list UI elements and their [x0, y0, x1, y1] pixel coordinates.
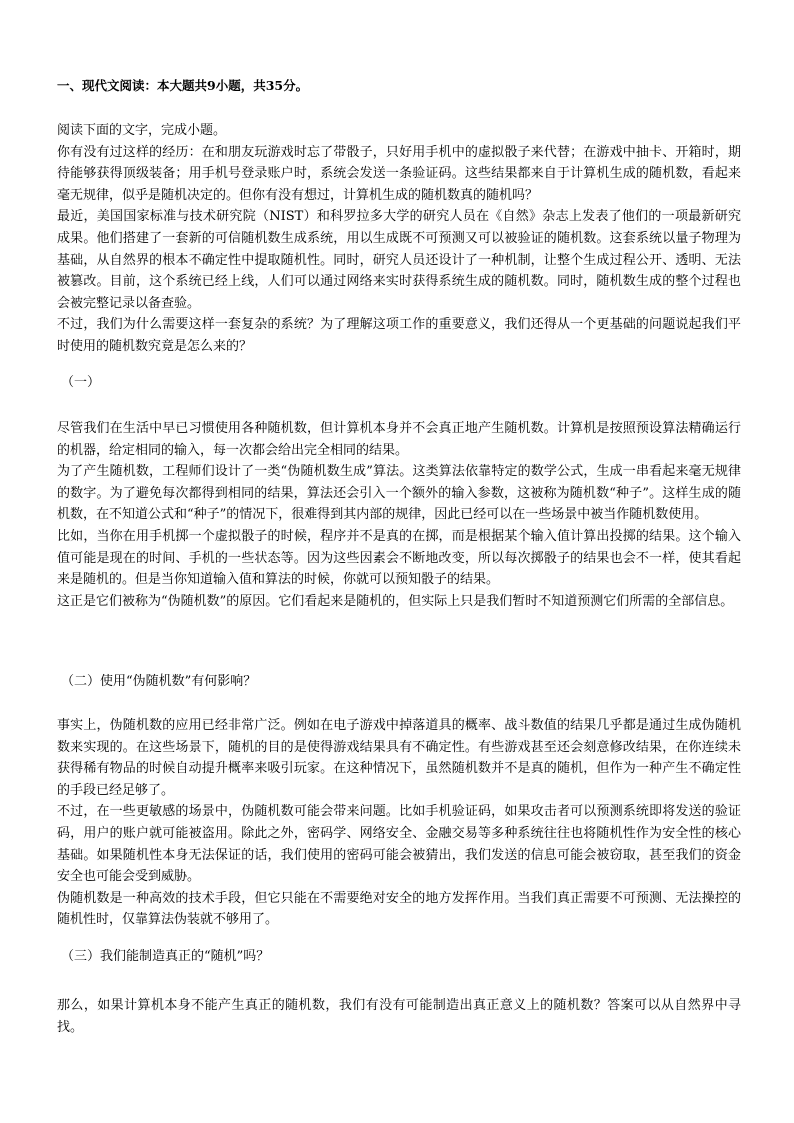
intro-paragraph: 你有没有过这样的经历：在和朋友玩游戏时忘了带骰子，只好用手机中的虚拟骰子来代替；在游戏中抽卡、开箱时，期待能够获得顶级装备；用手机号登录账户时，系统会发送一条验证码。这些结果都来自于计算机生成的随机数，看起来毫无规律，似乎是随机决定的。但你有没有想过，计算机生成的随机数真的随机吗？ [57, 144, 741, 203]
paragraph: 为了产生随机数，工程师们设计了一类“伪随机数生成”算法。这类算法依靠特定的数学公式，生成一串看起来毫无规律的数字。为了避免每次都得到相同的结果，算法还会引入一个额外的输入参数，这被称为随机数“种子”。这样生成的随机数，在不知道公式和“种子”的情况下，很难得到其内部的规律，因此已经可以在一些场景中被当作随机数使用。 [57, 464, 741, 523]
section-header: 一、现代文阅读：本大题共9小题，共35分。 [57, 78, 309, 93]
section-3-heading: （三）我们能制造真正的“随机”吗？ [61, 949, 270, 964]
paragraph: 尽管我们在生活中早已习惯使用各种随机数，但计算机本身并不会真正地产生随机数。计算机是按照预设算法精确运行的机器，给定相同的输入，每一次都会给出完全相同的结果。 [57, 421, 741, 458]
paragraph: 不过，在一些更敏感的场景中，伪随机数可能会带来问题。比如手机验证码，如果攻击者可以预测系统即将发送的验证码，用户的账户就可能被盗用。除此之外，密码学、网络安全、金融交易等多种系统往往也将随机性作为安全性的核心基础。如果随机性本身无法保证的话，我们使用的密码可能会被猜出，我们发送的信息可能会被窃取，甚至我们的资金安全也可能会受到威胁。 [57, 804, 741, 885]
section-2-body [57, 715, 741, 931]
section-1-heading: （一） [61, 375, 101, 390]
section-3-body [57, 995, 741, 1038]
intro-block [57, 120, 741, 358]
paragraph: 比如，当你在用手机掷一个虚拟骰子的时候，程序并不是真的在掷，而是根据某个输入值计算出投掷的结果。这个输入值可能是现在的时间、手机的一些状态等。因为这些因素会不断地改变，所以每次掷骰子的结果也会不一样，使其看起来是随机的。但是当你知道输入值和算法的时候，你就可以预知骰子的结果。 [57, 528, 741, 588]
instruction-line: 阅读下面的文字，完成小题。 [57, 123, 227, 138]
intro-paragraph: 不过，我们为什么需要这样一套复杂的系统？为了理解这项工作的重要意义，我们还得从一个更基础的问题说起我们平时使用的随机数究竟是怎么来的？ [57, 317, 741, 354]
intro-paragraph: 最近，美国国家标准与技术研究院（NIST）和科罗拉多大学的研究人员在《自然》杂志上发表了他们的一项最新研究成果。他们搭建了一套新的可信随机数生成系统，用以生成既不可预测又可以被验证的随机数。这套系统以量子物理为基础，从自然界的根本不确定性中提取随机性。同时，研究人员还设计了一种机制，让整个生成过程公开、透明、无法被篡改。目前，这个系统已经上线，人们可以通过网络来实时获得系统生成的随机数。同时，随机数生成的整个过程也会被完整记录以备查验。 [57, 209, 741, 311]
paragraph: 事实上，伪随机数的应用已经非常广泛。例如在电子游戏中掉落道具的概率、战斗数值的结果几乎都是通过生成伪随机数来实现的。在这些场景下，随机的目的是使得游戏结果具有不确定性。有些游戏甚至还会刻意修改结果，在你连续未获得稀有物品的时候自动提升概率来吸引玩家。在这种情况下，虽然随机数并不是真的随机，但作为一种产生不确定性的手段已经足够了。 [57, 718, 741, 798]
paragraph: 伪随机数是一种高效的技术手段，但它只能在不需要绝对安全的地方发挥作用。当我们真正需要不可预测、无法操控的随机性时，仅靠算法伪装就不够用了。 [57, 890, 741, 928]
section-1-body [57, 418, 741, 612]
paragraph: 这正是它们被称为“伪随机数”的原因。它们看起来是随机的，但实际上只是我们暂时不知道预测它们所需的全部信息。 [57, 593, 734, 609]
section-2-heading: （二）使用“伪随机数”有何影响？ [61, 674, 257, 689]
paragraph: 那么，如果计算机本身不能产生真正的随机数，我们有没有可能制造出真正意义上的随机数？答案可以从自然界中寻找。 [57, 998, 741, 1035]
